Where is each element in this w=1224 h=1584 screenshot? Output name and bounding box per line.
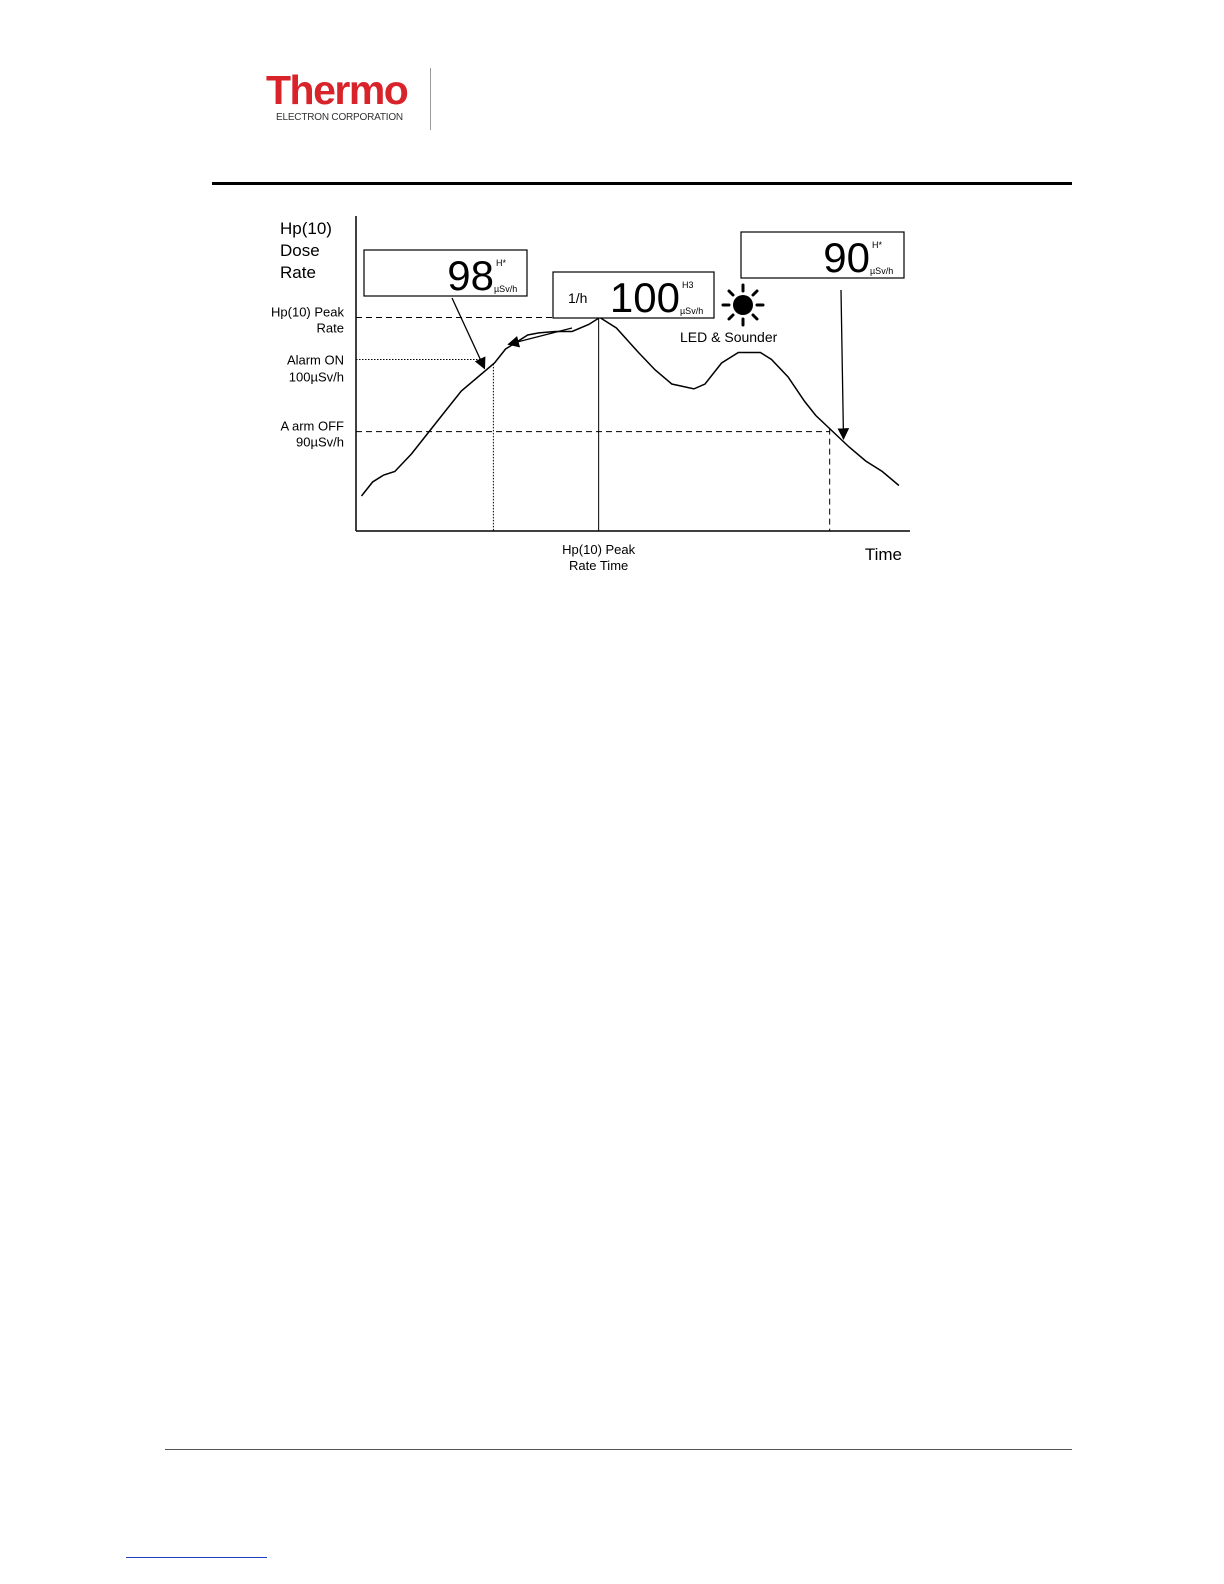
thermo-logo xyxy=(266,68,436,132)
display-98-arrow xyxy=(452,298,485,368)
display-90-arrow xyxy=(841,290,844,439)
display-100-arrow xyxy=(508,328,572,344)
display-98-digits: 98 xyxy=(447,252,494,299)
display-90-superscript: H* xyxy=(872,240,883,250)
dose-rate-curve xyxy=(362,318,899,497)
y-axis-label-line1: Hp(10) xyxy=(280,219,332,238)
alarm-on-label-line1: Alarm ON xyxy=(286,352,344,368)
x-axis-label: Time xyxy=(864,545,902,564)
display-100-digits: 100 xyxy=(609,274,680,321)
display-90-digits: 90 xyxy=(823,234,870,281)
display-100-unit: µSv/h xyxy=(680,306,704,316)
alarm-off-label-line2: 90µSv/h xyxy=(296,434,344,450)
display-98-unit: µSv/h xyxy=(494,284,518,294)
logo-subtitle: ELECTRON CORPORATION xyxy=(276,112,403,123)
peak-rate-label-line1: Hp(10) Peak xyxy=(271,304,344,320)
peak-rate-label-line2: Rate xyxy=(316,320,344,336)
display-100-prefix: 1/h xyxy=(568,290,588,306)
logo-divider xyxy=(430,68,431,130)
peak-rate-time-label-line1: Hp(10) Peak xyxy=(562,542,636,557)
display-100 xyxy=(553,272,714,321)
logo-wordmark: Thermo xyxy=(266,67,408,113)
alarm-on-label-line2: 100µSv/h xyxy=(288,369,344,385)
display-98-superscript: H* xyxy=(496,258,507,268)
alarm-off-label-line1: A arm OFF xyxy=(280,418,344,434)
peak-rate-time-label-line2: Rate Time xyxy=(569,558,629,573)
y-axis-label-line3: Rate xyxy=(280,263,316,282)
display-90-unit: µSv/h xyxy=(870,266,894,276)
y-axis-label-line2: Dose xyxy=(280,241,320,260)
led-sounder-label: LED & Sounder xyxy=(680,329,778,345)
footer-rule xyxy=(165,1449,1072,1450)
dose-rate-chart xyxy=(250,208,920,588)
display-100-superscript: H3 xyxy=(682,280,694,290)
display-98 xyxy=(364,250,527,299)
footer-link-underline xyxy=(126,1557,267,1558)
display-90 xyxy=(741,232,904,281)
header-rule xyxy=(212,182,1072,185)
sun-alarm-icon xyxy=(723,285,763,325)
